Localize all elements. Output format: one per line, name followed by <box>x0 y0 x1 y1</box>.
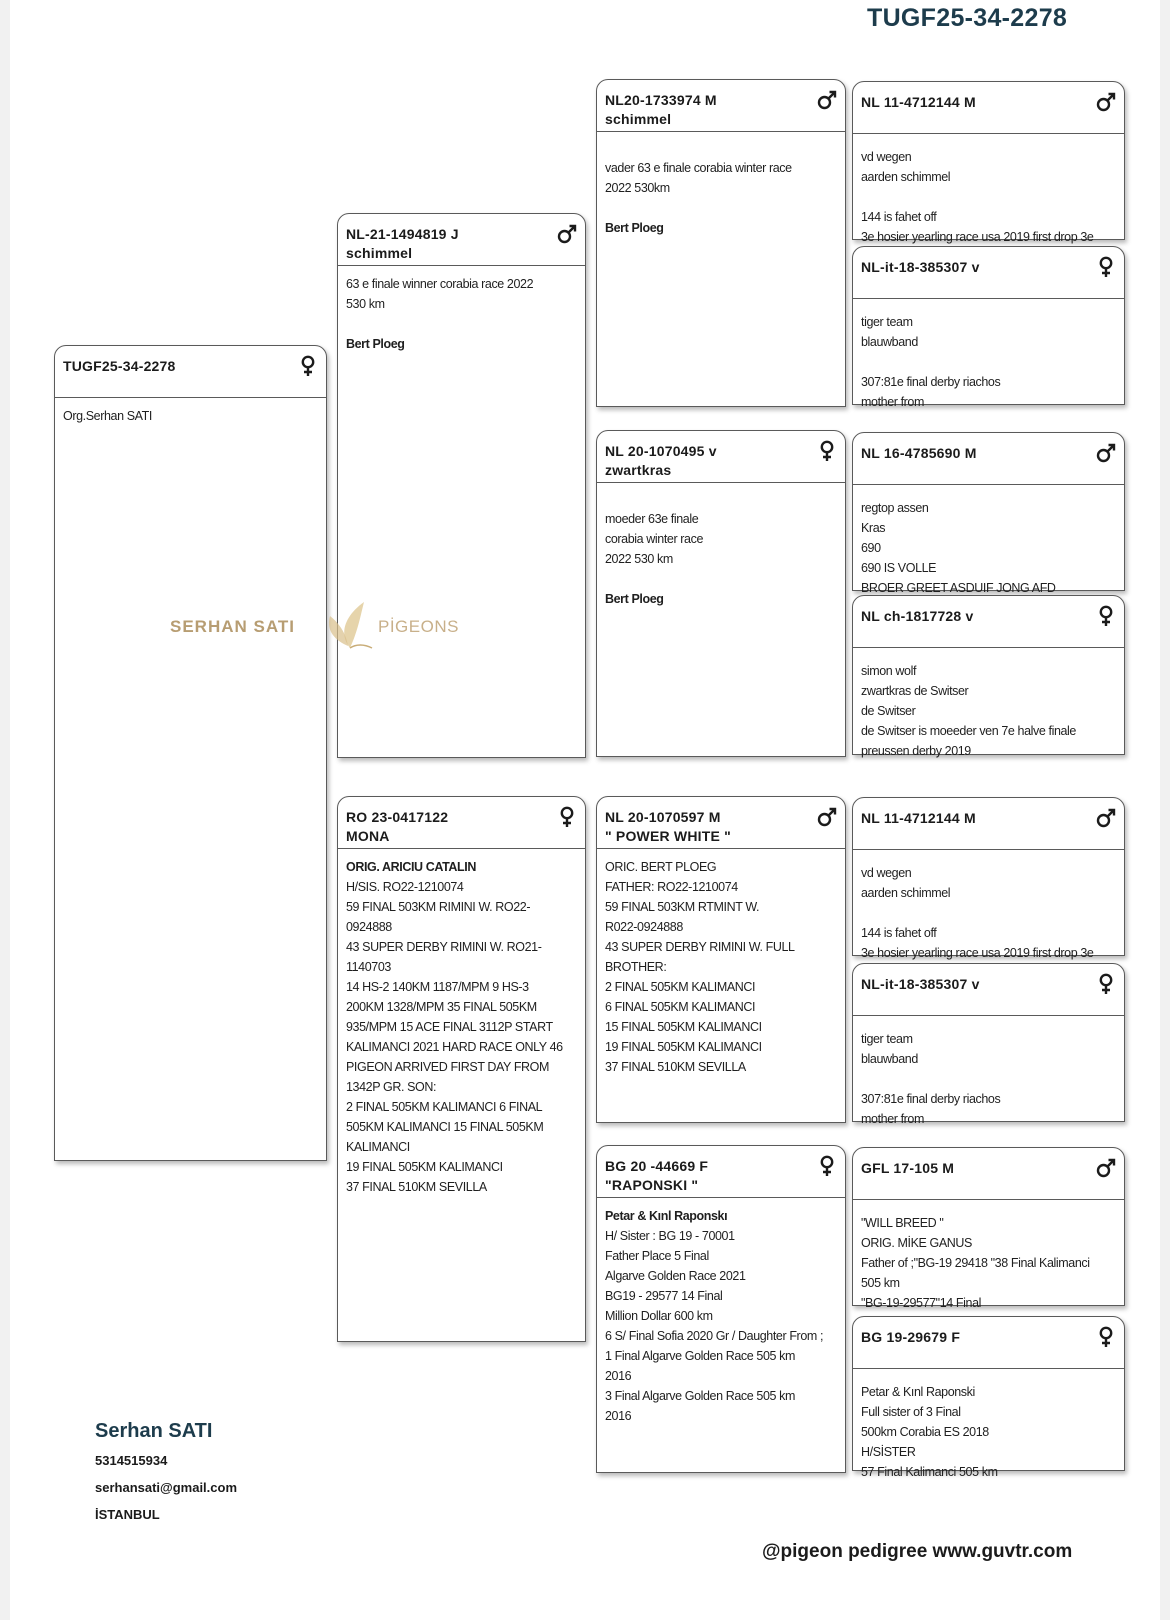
card-notes <box>853 648 1124 761</box>
note-line <box>861 187 1118 207</box>
card-sire-sire <box>596 79 846 407</box>
note-line: R022-0924888 <box>605 920 683 934</box>
note-line: Kras <box>861 521 886 535</box>
card-header <box>853 1148 1124 1200</box>
male-icon <box>1096 1157 1116 1179</box>
ring-number: NL-21-1494819 J <box>346 226 459 242</box>
note-line: 6 S/ Final Sofia 2020 Gr / Daughter From ; <box>605 1329 824 1343</box>
note-line: 14 HS-2 140KM 1187/MPM 9 HS-3 <box>346 980 529 994</box>
female-icon <box>817 1155 837 1177</box>
ring-number: BG 20 -44669 F <box>605 1158 709 1174</box>
card-subject <box>54 345 327 1161</box>
ring-number: TUGF25-34-2278 <box>63 358 176 374</box>
note-line: 200KM 1328/MPM 35 FINAL 505KM <box>346 1000 537 1014</box>
card-header <box>853 433 1124 485</box>
note-line: 59 FINAL 503KM RTMINT W. <box>605 900 760 914</box>
note-line: 505 km <box>861 1276 900 1290</box>
note-line: ORIG. ARICIU CATALIN <box>346 860 476 874</box>
footer-website: @pigeon pedigree www.guvtr.com <box>762 1541 1073 1562</box>
card-sire <box>337 213 586 758</box>
note-line: PIGEON ARRIVED FIRST DAY FROM <box>346 1060 550 1074</box>
note-line: mother from <box>861 395 924 409</box>
watermark-brand: SERHAN SATI <box>170 617 295 636</box>
note-line: de Switser <box>861 704 916 718</box>
note-line: zwartkras de Switser <box>861 684 969 698</box>
note-line: simon wolf <box>861 664 917 678</box>
card-header <box>853 247 1124 299</box>
female-icon <box>1096 256 1116 278</box>
note-line: 2022 530km <box>605 181 670 195</box>
watermark-logo <box>170 600 470 650</box>
female-icon <box>817 440 837 462</box>
note-line: vader 63 e finale corabia winter race <box>605 161 792 175</box>
ring-number: NL 11-4712144 M <box>861 810 976 826</box>
male-icon <box>1096 807 1116 829</box>
male-icon <box>817 806 837 828</box>
note-line: 307:81e final derby riachos <box>861 1092 1001 1106</box>
card-sire-dam <box>596 430 846 757</box>
note-line: Bert Ploeg <box>346 337 405 351</box>
contact-email: serhansati@gmail.com <box>95 1480 238 1495</box>
card-header <box>597 431 845 483</box>
card-notes <box>853 850 1124 963</box>
note-line: blauwband <box>861 1052 918 1066</box>
card-notes <box>853 485 1124 598</box>
ring-number: GFL 17-105 M <box>861 1160 955 1176</box>
card-header <box>853 596 1124 648</box>
card-notes <box>597 132 845 238</box>
note-line: Father Place 5 Final <box>605 1249 709 1263</box>
card-notes <box>853 1016 1124 1129</box>
note-line: 530 km <box>346 297 385 311</box>
contact-city: İSTANBUL <box>95 1507 160 1522</box>
card-dam-sire-dam <box>852 963 1125 1126</box>
note-line: 690 <box>861 541 881 555</box>
note-line: vd wegen <box>861 866 912 880</box>
note-line: 307:81e final derby riachos <box>861 375 1001 389</box>
female-icon <box>1096 1326 1116 1348</box>
note-line: H/SİSTER <box>861 1445 916 1459</box>
card-header <box>55 346 326 398</box>
card-header <box>853 82 1124 134</box>
card-sire-sire-sire <box>852 81 1125 244</box>
note-line: BROER GREET ASDUIF JONG AFD <box>861 581 1056 595</box>
contact-block <box>95 1420 237 1534</box>
note-line <box>605 198 839 218</box>
note-line: Father of ;"BG-19 29418 "38 Final Kalimanci <box>861 1256 1090 1270</box>
note-line: tiger team <box>861 315 913 329</box>
note-line: 57 Final Kalimanci 505 km <box>861 1465 998 1479</box>
card-notes <box>853 1369 1124 1482</box>
note-line: 690 IS VOLLE <box>861 561 937 575</box>
card-sire-sire-dam <box>852 246 1125 409</box>
note-line: 2022 530 km <box>605 552 673 566</box>
ring-number: NL 20-1070597 M <box>605 809 721 825</box>
note-line: 2 FINAL 505KM KALIMANCI <box>605 980 756 994</box>
note-line: 6 FINAL 505KM KALIMANCI <box>605 1000 756 1014</box>
card-dam <box>337 796 586 1342</box>
male-icon <box>817 89 837 111</box>
note-line: 2016 <box>605 1409 632 1423</box>
note-line: Petar & Kınl Raponski <box>861 1385 975 1399</box>
note-line: 15 FINAL 505KM KALIMANCI <box>605 1020 762 1034</box>
note-line: 144 is fahet off <box>861 926 937 940</box>
note-line: 144 is fahet off <box>861 210 937 224</box>
male-icon <box>1096 442 1116 464</box>
card-sire-dam-sire <box>852 432 1125 595</box>
female-icon <box>1096 973 1116 995</box>
card-header <box>853 1317 1124 1369</box>
note-line: ORIC. BERT PLOEG <box>605 860 717 874</box>
note-line: Million Dollar 600 km <box>605 1309 713 1323</box>
note-line: tiger team <box>861 1032 913 1046</box>
pigeon-name: schimmel <box>605 111 672 127</box>
note-line: Algarve Golden Race 2021 <box>605 1269 746 1283</box>
watermark-suffix: PİGEONS <box>378 617 459 636</box>
card-notes <box>338 849 585 1197</box>
note-line: vd wegen <box>861 150 912 164</box>
note-line: regtop assen <box>861 501 929 515</box>
note-line: 3e hosier yearling race usa 2019 first drop 3e <box>861 230 1094 244</box>
female-icon <box>1096 605 1116 627</box>
card-header <box>597 1146 845 1198</box>
note-line: 1342P GR. SON: <box>346 1080 437 1094</box>
pigeon-name: schimmel <box>346 245 413 261</box>
note-line: 1 Final Algarve Golden Race 505 km <box>605 1349 795 1363</box>
note-line: 3 Final Algarve Golden Race 505 km <box>605 1389 795 1403</box>
card-notes <box>597 1198 845 1426</box>
card-dam-dam <box>596 1145 846 1473</box>
female-icon <box>557 806 577 828</box>
male-icon <box>557 223 577 245</box>
card-dam-dam-sire <box>852 1147 1125 1310</box>
ring-number: NL-it-18-385307 v <box>861 976 980 992</box>
card-header <box>338 214 585 266</box>
note-line: 43 SUPER DERBY RIMINI W. RO21- <box>346 940 542 954</box>
contact-phone: 5314515934 <box>95 1453 168 1468</box>
note-line: 19 FINAL 505KM KALIMANCI <box>346 1160 503 1174</box>
note-line: 43 SUPER DERBY RIMINI W. FULL <box>605 940 795 954</box>
note-line: Bert Ploeg <box>605 221 664 235</box>
note-line: Full sister of 3 Final <box>861 1405 961 1419</box>
note-line: moeder 63e finale <box>605 512 699 526</box>
ring-number: RO 23-0417122 <box>346 809 449 825</box>
card-notes <box>853 134 1124 247</box>
male-icon <box>1096 91 1116 113</box>
ring-number: BG 19-29679 F <box>861 1329 961 1345</box>
note-line: aarden schimmel <box>861 170 951 184</box>
note-line: blauwband <box>861 335 918 349</box>
card-header <box>853 798 1124 850</box>
note-line <box>861 1069 1118 1089</box>
note-line <box>861 352 1118 372</box>
card-notes <box>853 1200 1124 1313</box>
note-line: 19 FINAL 505KM KALIMANCI <box>605 1040 762 1054</box>
card-notes <box>597 483 845 609</box>
card-header <box>853 964 1124 1016</box>
note-line <box>346 314 579 334</box>
pedigree-page <box>10 0 1160 1620</box>
card-header <box>597 797 845 849</box>
ring-number: NL 20-1070495 v <box>605 443 717 459</box>
note-line: preussen derby 2019 <box>861 744 971 758</box>
card-notes <box>338 266 585 354</box>
card-sire-dam-dam <box>852 595 1125 758</box>
note-line: BG19 - 29577 14 Final <box>605 1289 723 1303</box>
note-line: mother from <box>861 1112 924 1126</box>
note-line: "BG-19-29577"14 Final <box>861 1296 981 1310</box>
card-header <box>338 797 585 849</box>
note-line: BROTHER: <box>605 960 667 974</box>
note-line: H/SIS. RO22-1210074 <box>346 880 464 894</box>
ring-number: NL 11-4712144 M <box>861 94 976 110</box>
pigeon-name: " POWER WHITE " <box>605 828 731 844</box>
ring-number: NL20-1733974 M <box>605 92 717 108</box>
note-line: Bert Ploeg <box>605 592 664 606</box>
leaf-icon <box>320 600 375 650</box>
note-line: corabia winter race <box>605 532 704 546</box>
note-line: de Switser is moeeder ven 7e halve finale <box>861 724 1076 738</box>
pigeon-name: zwartkras <box>605 462 672 478</box>
card-dam-dam-dam <box>852 1316 1125 1479</box>
note-line: aarden schimmel <box>861 886 951 900</box>
card-notes <box>853 299 1124 412</box>
pigeon-name: MONA <box>346 828 390 844</box>
note-line: Petar & Kınl Raponskı <box>605 1209 728 1223</box>
note-line: 59 FINAL 503KM RIMINI W. RO22- <box>346 900 531 914</box>
note-line <box>861 903 1118 923</box>
note-line: 935/MPM 15 ACE FINAL 3112P START <box>346 1020 553 1034</box>
ring-number: NL-it-18-385307 v <box>861 259 980 275</box>
note-line <box>605 569 839 589</box>
note-line: 500km Corabia ES 2018 <box>861 1425 989 1439</box>
note-line: "WILL BREED " <box>861 1216 944 1230</box>
note-line: 2016 <box>605 1369 632 1383</box>
female-icon <box>298 355 318 377</box>
note-line: ORIG. MİKE GANUS <box>861 1236 972 1250</box>
card-dam-sire <box>596 796 846 1123</box>
note-line: 2 FINAL 505KM KALIMANCI 6 FINAL <box>346 1100 543 1114</box>
note-line: 0924888 <box>346 920 392 934</box>
note-line: 505KM KALIMANCI 15 FINAL 505KM <box>346 1120 544 1134</box>
note-line: 37 FINAL 510KM SEVILLA <box>605 1060 746 1074</box>
card-header <box>597 80 845 132</box>
ring-number: NL 16-4785690 M <box>861 445 977 461</box>
note-line: 1140703 <box>346 960 391 974</box>
pigeon-name: "RAPONSKI " <box>605 1177 699 1193</box>
note-line: Org.Serhan SATI <box>63 409 152 423</box>
card-dam-sire-sire <box>852 797 1125 960</box>
note-line: KALIMANCI <box>346 1140 410 1154</box>
header-pigeon-id: TUGF25-34-2278 <box>867 4 1068 32</box>
note-line: FATHER: RO22-1210074 <box>605 880 738 894</box>
card-notes <box>55 398 326 426</box>
note-line: 63 e finale winner corabia race 2022 <box>346 277 534 291</box>
card-notes <box>597 849 845 1077</box>
note-line: H/ Sister : BG 19 - 70001 <box>605 1229 735 1243</box>
contact-name: Serhan SATI <box>95 1420 213 1442</box>
note-line: 37 FINAL 510KM SEVILLA <box>346 1180 487 1194</box>
note-line: 3e hosier yearling race usa 2019 first drop 3e <box>861 946 1094 960</box>
ring-number: NL ch-1817728 v <box>861 608 974 624</box>
note-line: KALIMANCI 2021 HARD RACE ONLY 46 <box>346 1040 563 1054</box>
